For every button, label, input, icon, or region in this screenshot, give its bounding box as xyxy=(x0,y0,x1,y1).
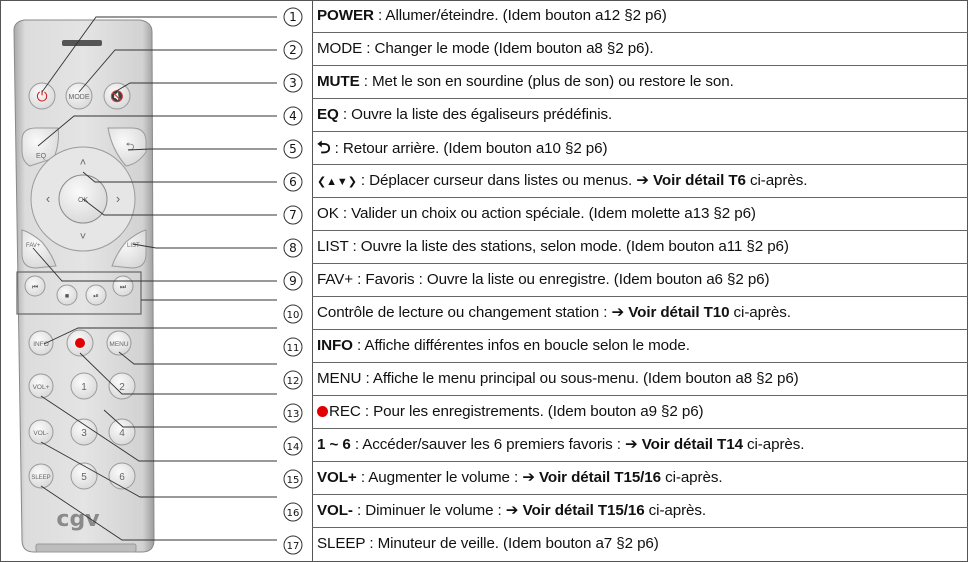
row-3: MUTE : Met le son en sourdine (plus de son) ou restore le son. xyxy=(312,66,968,99)
svg-text:14: 14 xyxy=(286,442,300,453)
rec-dot-icon xyxy=(317,406,328,417)
svg-text:10: 10 xyxy=(286,310,300,321)
row-13: REC : Pour les enregistrements. (Idem bouton a9 §2 p6) xyxy=(312,396,968,429)
nav-arrows-icon: ❮▲▼❯ xyxy=(317,176,357,188)
row-label: MODE xyxy=(317,40,363,57)
right-arrow-icon: ➔ xyxy=(505,502,519,519)
row-11: INFO : Affiche différentes infos en boucle selon le mode. xyxy=(312,330,968,363)
row-8: LIST : Ouvre la liste des stations, selon mode. (Idem bouton a11 §2 p6) xyxy=(312,231,968,264)
svg-text:17: 17 xyxy=(286,541,300,552)
row-5: ⮌ : Retour arrière. (Idem bouton a10 §2 p6) xyxy=(312,132,968,165)
brand-logo: cgv xyxy=(56,507,100,532)
svg-text:5: 5 xyxy=(289,142,297,156)
fav-button-label: FAV+ xyxy=(26,243,41,249)
eq-button-label: EQ xyxy=(36,153,47,160)
row-4: EQ : Ouvre la liste des égaliseurs prédéfinis. xyxy=(312,99,968,132)
right-arrow-icon: ➔ xyxy=(624,436,638,453)
row-10: Contrôle de lecture ou changement station : ➔ Voir détail T10 ci-après. xyxy=(312,297,968,330)
svg-text:4: 4 xyxy=(119,428,125,439)
svg-text:›: › xyxy=(115,191,121,206)
svg-text:■: ■ xyxy=(64,293,70,300)
row-17: SLEEP : Minuteur de veille. (Idem bouton a7 §2 p6) xyxy=(317,535,659,552)
svg-text:SLEEP: SLEEP xyxy=(31,475,51,481)
back-arrow-icon: ⮌ xyxy=(317,138,331,157)
svg-text:2: 2 xyxy=(119,382,125,393)
svg-text:⏯: ⏯ xyxy=(93,293,99,300)
row-9: FAV+ : Favoris : Ouvre la liste ou enregistre. (Idem bouton a6 §2 p6) xyxy=(312,264,968,297)
info-button-label: INFO xyxy=(33,341,49,348)
row-7: OK : Valider un choix ou action spéciale. (Idem molette a13 §2 p6) xyxy=(312,198,968,231)
svg-text:5: 5 xyxy=(81,472,87,483)
row-label: MUTE xyxy=(317,73,360,90)
svg-text:16: 16 xyxy=(286,508,300,519)
svg-text:‹: ‹ xyxy=(45,191,51,206)
list-button-label: LIST xyxy=(127,243,140,249)
svg-text:11: 11 xyxy=(286,343,300,354)
svg-text:15: 15 xyxy=(286,475,300,486)
ok-button-label: OK xyxy=(77,197,89,204)
right-arrow-icon: ➔ xyxy=(522,469,535,486)
row-label: POWER xyxy=(317,7,374,24)
svg-text:1: 1 xyxy=(81,382,87,393)
svg-text:6: 6 xyxy=(119,472,125,483)
svg-text:3: 3 xyxy=(81,428,87,439)
right-arrow-icon: ➔ xyxy=(611,304,625,321)
row-1: POWER : Allumer/éteindre. (Idem bouton a12 §2 p6) xyxy=(312,0,968,33)
svg-text:7: 7 xyxy=(289,208,297,222)
svg-text:4: 4 xyxy=(289,109,297,123)
row-label: EQ xyxy=(317,106,339,123)
row-2: MODE : Changer le mode (Idem bouton a8 §2 p6). xyxy=(312,33,968,66)
right-arrow-icon: ➔ xyxy=(636,172,649,189)
svg-text:⏻: ⏻ xyxy=(36,89,48,105)
svg-text:3: 3 xyxy=(289,76,297,90)
svg-text:⮌: ⮌ xyxy=(125,140,135,153)
row-6: ❮▲▼❯ : Déplacer curseur dans listes ou menus. ➔ Voir détail T6 ci-après. xyxy=(312,165,968,198)
row-16: VOL- : Diminuer le volume : ➔ Voir détail T15/16 ci-après. xyxy=(312,495,968,528)
remote-illustration xyxy=(0,0,312,562)
svg-text:8: 8 xyxy=(289,241,297,255)
row-12: MENU : Affiche le menu principal ou sous-menu. (Idem bouton a8 §2 p6) xyxy=(312,363,968,396)
row-15: VOL+ : Augmenter le volume : ➔ Voir détail T15/16 ci-après. xyxy=(312,462,968,495)
svg-text:13: 13 xyxy=(286,409,300,420)
svg-text:6: 6 xyxy=(289,175,297,189)
svg-text:˄: ˄ xyxy=(79,157,87,169)
svg-text:🔇: 🔇 xyxy=(110,90,124,103)
svg-text:⏮: ⏮ xyxy=(31,284,39,291)
svg-text:9: 9 xyxy=(289,274,297,288)
svg-text:˅: ˅ xyxy=(79,231,87,243)
svg-text:1: 1 xyxy=(289,10,297,24)
svg-text:VOL-: VOL- xyxy=(33,430,49,437)
description-list xyxy=(312,0,968,561)
svg-text:VOL+: VOL+ xyxy=(32,384,50,391)
svg-text:12: 12 xyxy=(286,376,300,387)
menu-button-label: MENU xyxy=(109,341,129,348)
svg-text:⏭: ⏭ xyxy=(119,284,127,291)
svg-text:2: 2 xyxy=(289,43,297,57)
mode-button-label: MODE xyxy=(68,94,90,101)
row-14: 1 ~ 6 : Accéder/sauver les 6 premiers favoris : ➔ Voir détail T14 ci-après. xyxy=(312,429,968,462)
